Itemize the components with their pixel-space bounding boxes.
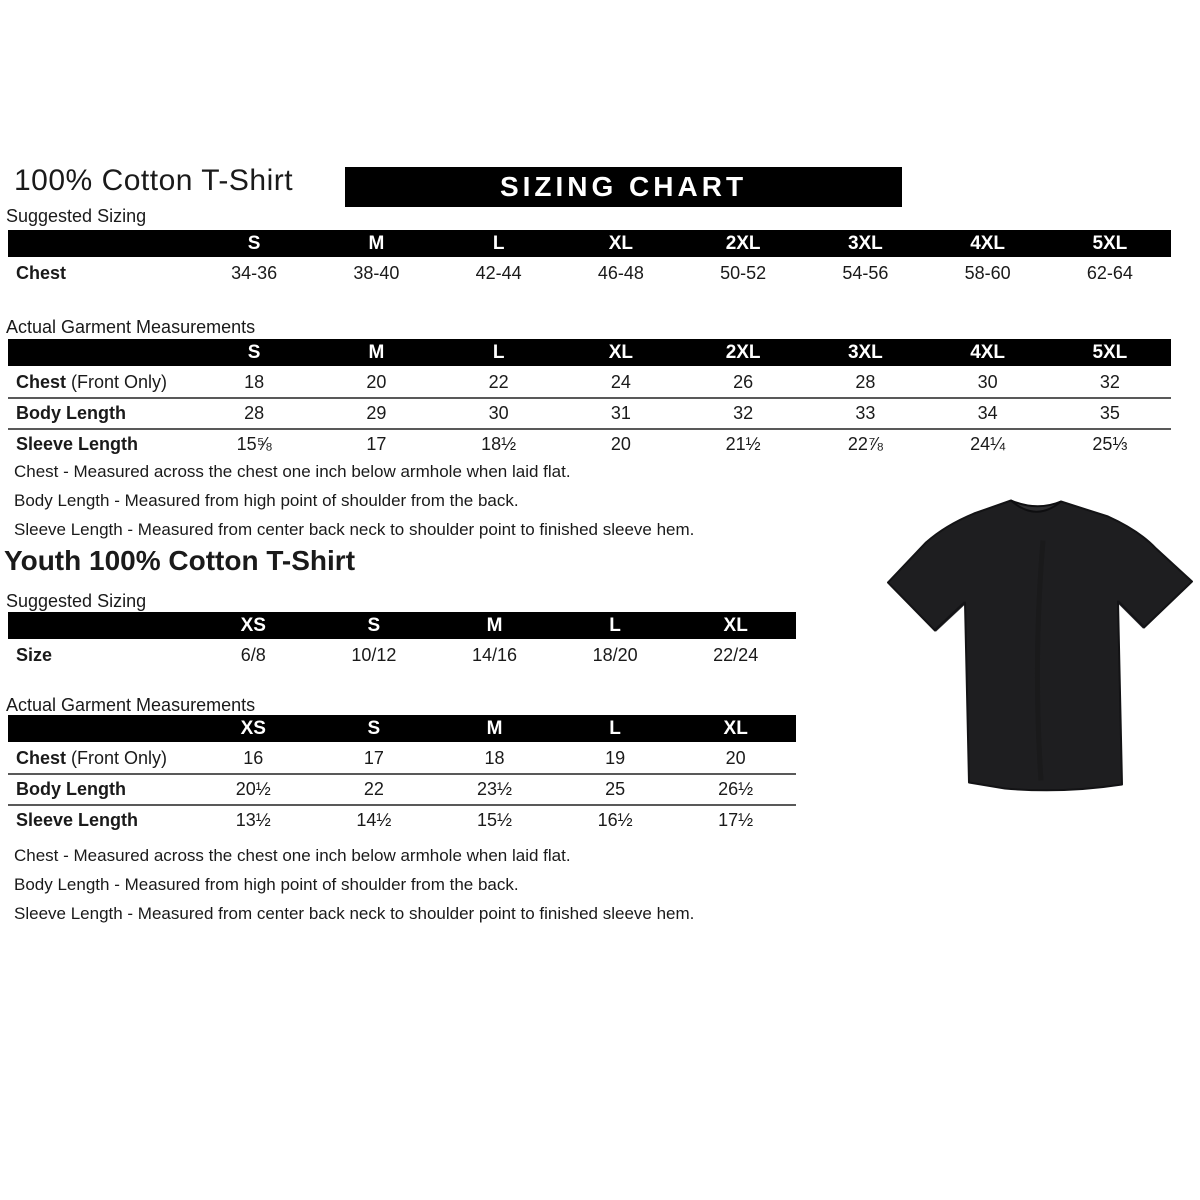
- youth-suggested-sizing-label: Suggested Sizing: [6, 591, 147, 611]
- value-cell: 38-40: [353, 263, 400, 283]
- tshirt-photo-icon: [883, 478, 1198, 808]
- column-header-s: S: [247, 232, 261, 254]
- column-header-m: M: [368, 232, 385, 254]
- value-cell: 22/24: [713, 645, 759, 665]
- row-label: [8, 779, 193, 800]
- table-row: [8, 368, 1171, 397]
- column-header-l: L: [492, 341, 505, 363]
- row-label: Chest (Front Only): [16, 748, 168, 768]
- row-label: [8, 403, 193, 424]
- column-header-xl: XL: [723, 717, 748, 739]
- table-row: [8, 773, 796, 804]
- youth-actual-measurements-label: Actual Garment Measurements: [6, 695, 256, 715]
- value-cell: 17½: [718, 810, 754, 830]
- value-cell: 18: [484, 748, 505, 768]
- value-cell: 34: [977, 403, 998, 423]
- value-cell: 28: [244, 403, 265, 423]
- column-header-xs: XS: [240, 717, 266, 739]
- column-header-xl: XL: [723, 614, 748, 636]
- column-header-l: L: [492, 232, 505, 254]
- value-cell: 13½: [235, 810, 271, 830]
- value-cell: 18½: [481, 434, 517, 454]
- sizing-chart-banner: SIZING CHART: [345, 167, 902, 207]
- value-cell: 24: [610, 372, 631, 392]
- value-cell: 20: [366, 372, 387, 392]
- table-row: [8, 259, 1171, 288]
- value-cell: 22: [488, 372, 509, 392]
- column-header-xl: XL: [608, 341, 634, 363]
- value-cell: 21½: [725, 434, 761, 454]
- value-cell: 33: [855, 403, 876, 423]
- column-header-5xl: 5XL: [1092, 341, 1128, 363]
- value-cell: 14½: [356, 810, 392, 830]
- column-header-2xl: 2XL: [725, 232, 761, 254]
- value-cell: 34-36: [231, 263, 278, 283]
- adult-section-title: 100% Cotton T-Shirt: [14, 164, 294, 197]
- column-header-l: L: [609, 717, 621, 739]
- column-header-m: M: [368, 341, 385, 363]
- value-cell: 50-52: [720, 263, 767, 283]
- adult-actual-measurements-label: Actual Garment Measurements: [6, 317, 256, 337]
- column-header-3xl: 3XL: [847, 341, 883, 363]
- row-label-bold: Chest: [16, 372, 67, 392]
- row-label: [8, 263, 193, 284]
- table-row: [8, 428, 1171, 459]
- value-cell: 6/8: [240, 645, 266, 665]
- row-label-bold: Body Length: [16, 779, 126, 799]
- table-row: [8, 397, 1171, 428]
- column-header-5xl: 5XL: [1092, 232, 1128, 254]
- column-header-xl: XL: [608, 232, 634, 254]
- value-cell: 14/16: [471, 645, 518, 665]
- product-image-tshirt: [883, 478, 1198, 808]
- value-cell: 24¼: [970, 434, 1006, 454]
- row-label-bold: Sleeve Length: [16, 434, 139, 454]
- row-label: Chest (Front Only): [16, 372, 168, 392]
- column-header-s: S: [367, 717, 381, 739]
- value-cell: 20: [610, 434, 631, 454]
- column-header-m: M: [486, 614, 503, 636]
- column-header-m: M: [486, 717, 503, 739]
- value-cell: 19: [605, 748, 626, 768]
- table-row: [8, 744, 796, 773]
- note-sleeve-length: Sleeve Length - Measured from center back neck to shoulder point to finished sleeve hem.: [14, 520, 695, 539]
- adult-suggested-sizing-table: [8, 230, 1171, 288]
- value-cell: 15½: [476, 810, 513, 830]
- youth-measurement-notes: [14, 841, 694, 928]
- note-sleeve-length: Sleeve Length - Measured from center back neck to shoulder point to finished sleeve hem.: [14, 904, 695, 923]
- value-cell: 30: [977, 372, 998, 392]
- value-cell: 26: [733, 372, 754, 392]
- adult-suggested-sizing-label: Suggested Sizing: [6, 206, 147, 226]
- table-header-row: [8, 230, 1171, 257]
- adult-measurement-notes: [14, 457, 694, 544]
- value-cell: 35: [1099, 403, 1120, 423]
- value-cell: 32: [733, 403, 754, 423]
- column-header-xs: XS: [240, 614, 266, 636]
- column-header-4xl: 4XL: [970, 341, 1006, 363]
- value-cell: 54-56: [842, 263, 889, 283]
- note-chest: Chest - Measured across the chest one inch below armhole when laid flat.: [14, 846, 571, 865]
- note-body-length: Body Length - Measured from high point of shoulder from the back.: [14, 491, 519, 510]
- value-cell: 18/20: [592, 645, 638, 665]
- value-cell: 42-44: [475, 263, 522, 283]
- table-header-row: [8, 612, 796, 639]
- value-cell: 16½: [597, 810, 633, 830]
- youth-suggested-sizing-table: [8, 612, 796, 670]
- column-header-3xl: 3XL: [847, 232, 883, 254]
- row-label: [8, 434, 193, 455]
- column-header-4xl: 4XL: [970, 232, 1006, 254]
- note-body-length: Body Length - Measured from high point of shoulder from the back.: [14, 875, 519, 894]
- table-row: [8, 804, 796, 835]
- youth-actual-measurements-table: [8, 715, 796, 835]
- value-cell: 28: [855, 372, 876, 392]
- note-chest: Chest - Measured across the chest one inch below armhole when laid flat.: [14, 462, 571, 481]
- row-label-bold: Chest: [16, 263, 67, 283]
- row-label: [8, 645, 193, 666]
- row-label-bold: Sleeve Length: [16, 810, 139, 830]
- value-cell: 25: [605, 779, 626, 799]
- adult-actual-measurements-table: [8, 339, 1171, 459]
- table-header-row: [8, 715, 796, 742]
- value-cell: 10/12: [351, 645, 397, 665]
- table-header-row: [8, 339, 1171, 366]
- column-header-s: S: [367, 614, 381, 636]
- value-cell: 16: [243, 748, 264, 768]
- column-header-2xl: 2XL: [725, 341, 761, 363]
- value-cell: 22: [363, 779, 384, 799]
- value-cell: 20½: [235, 779, 271, 799]
- value-cell: 17: [366, 434, 387, 454]
- value-cell: 17: [363, 748, 384, 768]
- row-label-bold: Chest: [16, 748, 67, 768]
- value-cell: 62-64: [1086, 263, 1133, 283]
- value-cell: 58-60: [964, 263, 1011, 283]
- value-cell: 18: [244, 372, 265, 392]
- value-cell: 20: [725, 748, 746, 768]
- row-label-bold: Body Length: [16, 403, 126, 423]
- value-cell: 25⅓: [1092, 434, 1128, 454]
- value-cell: 15⅝: [236, 434, 272, 454]
- value-cell: 31: [610, 403, 631, 423]
- value-cell: 23½: [476, 779, 513, 799]
- table-row: [8, 641, 796, 670]
- row-label: [8, 810, 193, 831]
- value-cell: 46-48: [597, 263, 644, 283]
- value-cell: 32: [1099, 372, 1120, 392]
- column-header-s: S: [247, 341, 261, 363]
- value-cell: 29: [366, 403, 387, 423]
- row-label-bold: Size: [16, 645, 53, 665]
- value-cell: 30: [488, 403, 509, 423]
- youth-section-title: Youth 100% Cotton T-Shirt: [4, 545, 356, 576]
- value-cell: 26½: [718, 779, 754, 799]
- value-cell: 22⅞: [847, 434, 883, 454]
- column-header-l: L: [609, 614, 621, 636]
